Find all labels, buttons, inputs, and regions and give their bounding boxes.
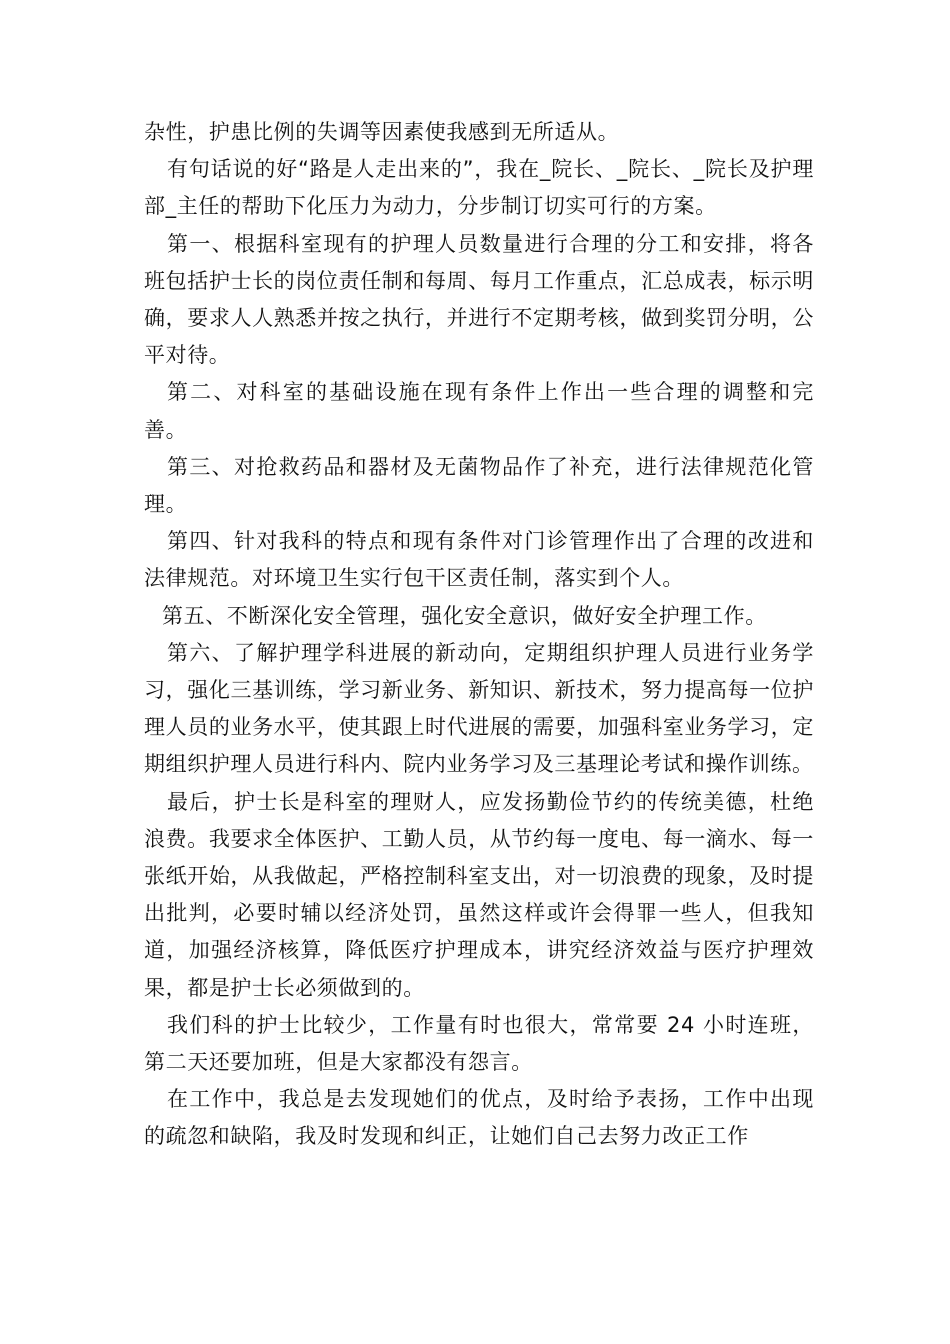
paragraph-11: 在工作中，我总是去发现她们的优点，及时给予表扬，工作中出现的疏忽和缺陷，我及时发现和纠正，让她们自己去努力改正工作 [144, 1087, 814, 1149]
paragraph-2: 有句话说的好“路是人走出来的”，我在_院长、_院长、_院长及护理部_主任的帮助下化压力为动力，分步制订切实可行的方案。 [144, 157, 814, 219]
paragraph-3: 第一、根据科室现有的护理人员数量进行合理的分工和安排，将各班包括护士长的岗位责任制和每周、每月工作重点，汇总成表，标示明确，要求人人熟悉并按之执行，并进行不定期考核，做到奖罚分明，公平对待。 [144, 231, 814, 368]
paragraph-8: 第六、了解护理学科进展的新动向，定期组织护理人员进行业务学习，强化三基训练，学习新业务、新知识、新技术，努力提高每一位护理人员的业务水平，使其跟上时代进展的需要，加强科室业务学习，定期组织护理人员进行科内、院内业务学习及三基理论考试和操作训练。 [144, 640, 814, 777]
paragraph-5: 第三、对抢救药品和器材及无菌物品作了补充，进行法律规范化管理。 [144, 454, 814, 517]
paragraph-1: 杂性，护患比例的失调等因素使我感到无所适从。 [144, 120, 620, 144]
paragraph-6: 第四、针对我科的特点和现有条件对门诊管理作出了合理的改进和法律规范。对环境卫生实行包干区责任制，落实到个人。 [144, 529, 814, 591]
paragraph-4: 第二、对科室的基础设施在现有条件上作出一些合理的调整和完善。 [144, 380, 814, 442]
paragraph-9: 最后，护士长是科室的理财人，应发扬勤俭节约的传统美德，杜绝浪费。我要求全体医护、工勤人员，从节约每一度电、每一滴水、每一张纸开始，从我做起，严格控制科室支出，对一切浪费的现象，及时提出批判，必要时辅以经济处罚，虽然这样或许会得罪一些人，但我知道，加强经济核算，降低医疗护理成本，讲究经济效益与医疗护理效果，都是护士长必须做到的。 [144, 789, 814, 1000]
paragraph-10: 我们科的护士比较少，工作量有时也很大，常常要 24 小时连班，第二天还要加班，但是大家都没有怨言。 [144, 1012, 814, 1075]
paragraph-7: 第五、不断深化安全管理，强化安全意识，做好安全护理工作。 [162, 603, 767, 628]
document-body [144, 114, 814, 1156]
